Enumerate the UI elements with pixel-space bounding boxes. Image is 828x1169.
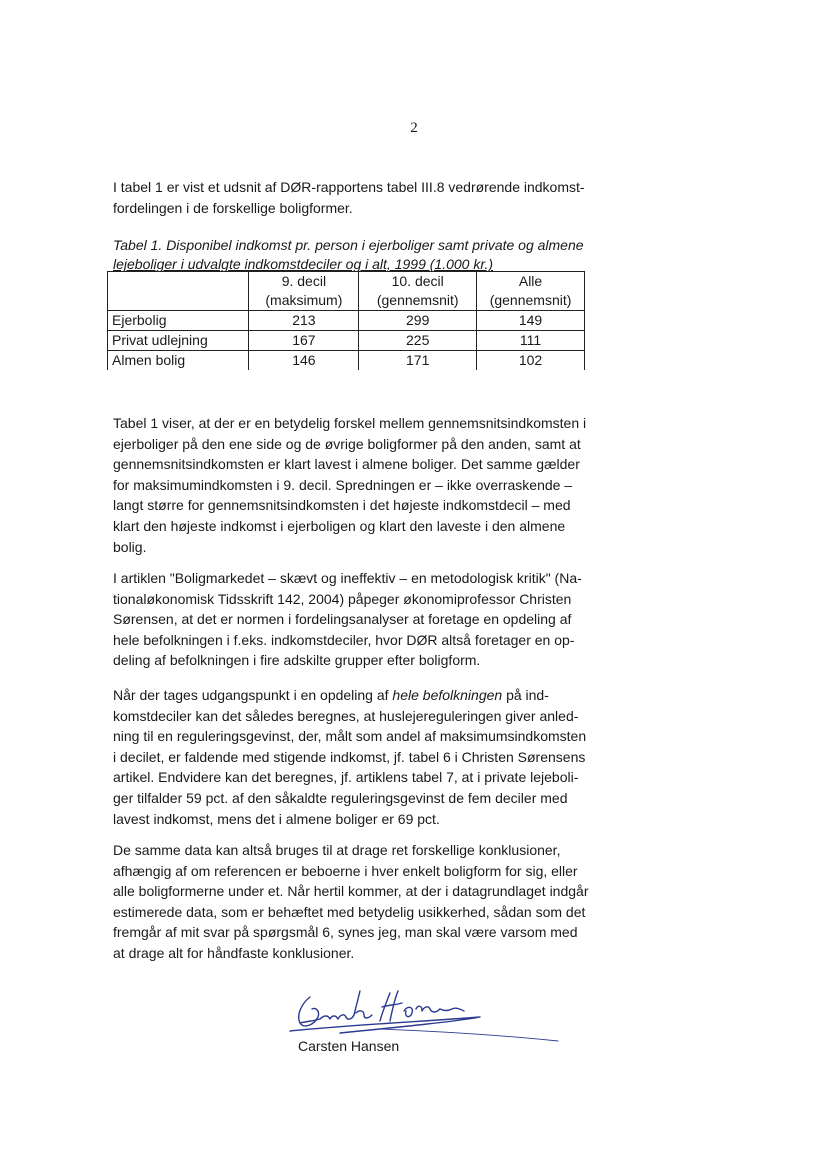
text-line: I artiklen "Boligmarkedet – skævt og ineffektiv – en metodologisk kritik" (Na- [113,570,582,586]
text-line: estimerede data, som er behæftet med betydelig usikkerhed, sådan som det [113,903,586,920]
intro-paragraph [113,177,588,218]
text-line: lavest indkomst, mens det i almene boliger er 69 pct. [113,810,440,827]
text-line: Sørensen, at det er normen i fordelingsanalyser at foretage en opdeling af [113,611,572,628]
decile-paragraph [113,685,588,829]
column-header [249,272,359,311]
row-label: Ejerbolig [108,311,249,331]
text-line: Når der tages udgangspunkt i en opdeling af hele befolkningen på ind- [113,687,549,703]
analysis-paragraph [113,413,588,557]
table-row [108,351,585,371]
table-cell: 149 [477,311,585,331]
signer-name: Carsten Hansen [298,1038,400,1054]
table-cell: 213 [249,311,359,331]
text-line: afhængig af om referencen er beboerne i hver enkelt boligform for sig, eller [113,862,578,879]
row-label: Privat udlejning [108,331,249,351]
column-header [359,272,477,311]
caption-line: lejeboliger i udvalgte indkomstdeciler og i alt, 1999 (1.000 kr.) [113,256,494,272]
text-line: at drage alt for håndfaste konklusioner. [113,944,355,961]
table-cell: 171 [359,351,477,371]
text-line: alle boligformerne under et. Når hertil kommer, at der i datagrundlaget indgår [113,883,589,900]
page-number: 2 [410,120,418,136]
text-line: komstdeciler kan det således beregnes, at huslejereguleringen giver anled- [113,707,579,724]
text-line: for maksimumindkomsten i 9. decil. Spredningen er – ikke overraskende – [113,476,573,493]
column-header [108,272,249,311]
text-line: hele befolkningen i f.eks. indkomstdeciler, hvor DØR altså foretager en op- [113,631,575,648]
emphasis-text: hele befolkningen [392,687,503,703]
table-cell: 225 [359,331,477,351]
income-table [107,271,585,370]
table-cell: 146 [249,351,359,371]
text-line: De samme data kan altså bruges til at drage ret forskellige konklusioner, [113,842,561,858]
text-line: I tabel 1 er vist et udsnit af DØR-rapportens tabel III.8 vedrørende indkomst- [113,179,585,195]
text-line: bolig. [113,538,147,555]
row-label: Almen bolig [108,351,249,371]
article-paragraph [113,568,588,671]
text-line: fordelingen i de forskellige boligformer. [113,199,353,216]
text-line: tionaløkonomisk Tidsskrift 142, 2004) påpeger økonomiprofessor Christen [113,590,572,607]
column-header-line: (gennemsnit) [376,292,459,308]
text-line: ger tilfalder 59 pct. af den såkaldte reguleringsgevinst de fem deciler med [113,789,568,806]
table-cell: 167 [249,331,359,351]
text-line: deling af befolkningen i fire adskilte grupper efter boligform. [113,652,481,669]
table-cell: 299 [359,311,477,331]
table-cell: 102 [477,351,585,371]
text-line: artikel. Endvidere kan det beregnes, jf. artiklens tabel 7, at i private lejeboli- [113,769,579,786]
column-header-line: 10. decil [391,273,444,289]
table-row [108,331,585,351]
column-header-line: 9. decil [281,273,327,289]
table-cell: 111 [477,331,585,351]
table-caption [113,236,593,274]
text-line: klart den højeste indkomst i ejerboligen og klart den laveste i den almene [113,517,566,534]
column-header-line: (maksimum) [265,292,343,308]
table-row [108,311,585,331]
text-line: Tabel 1 viser, at der er en betydelig forskel mellem gennemsnitsindkomsten i [113,415,587,431]
table-header-row [108,272,585,311]
text-line: fremgår af mit svar på spørgsmål 6, synes jeg, man skal være varsom med [113,924,578,941]
text-line: langt større for gennemsnitsindkomsten i det højeste indkomstdecil – med [113,497,571,514]
handwritten-signature [280,985,565,1045]
text-line: ejerboliger på den ene side og de øvrige boligformer på den anden, samt at [113,435,581,452]
column-header-line: (gennemsnit) [489,292,572,308]
conclusion-paragraph [113,840,588,964]
column-header [477,272,585,311]
column-header-line: Alle [518,273,543,289]
text-line: ning til en reguleringsgevinst, der, målt som andel af maksimumsindkomsten [113,728,587,745]
caption-line: Tabel 1. Disponibel indkomst pr. person i ejerboliger samt private og almene [113,237,584,253]
text-line: i decilet, er faldende med stigende indkomst, jf. tabel 6 i Christen Sørensens [113,748,586,765]
text-line: gennemsnitsindkomsten er klart lavest i almene boliger. Det samme gælder [113,456,580,473]
